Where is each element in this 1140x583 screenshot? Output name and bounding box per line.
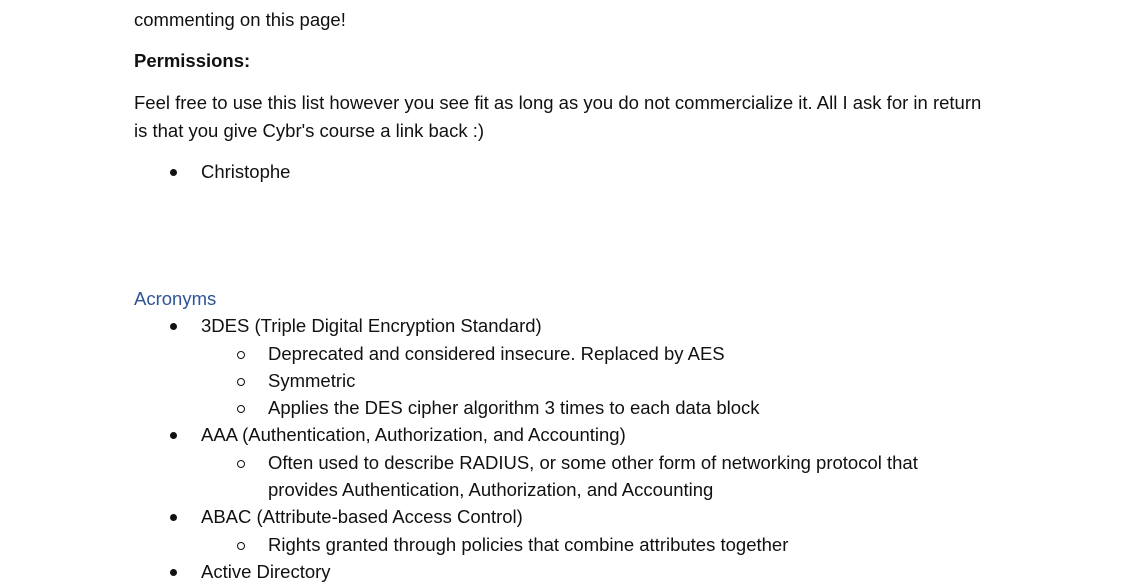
acronym-detail: Rights granted through policies that combine attributes together (268, 534, 789, 555)
acronym-term: ABAC (Attribute-based Access Control) (201, 506, 523, 527)
acronym-detail: provides Authentication, Authorization, and Accounting (268, 479, 714, 500)
permissions-heading: Permissions: (134, 50, 251, 71)
bullet-icon (170, 514, 177, 521)
sub-bullet-icon (237, 351, 245, 359)
acronym-detail: Symmetric (268, 370, 356, 391)
acronym-detail: Applies the DES cipher algorithm 3 times to each data block (268, 397, 760, 418)
intro-text: commenting on this page! (134, 9, 346, 30)
sub-bullet-icon (237, 460, 245, 468)
permissions-text: is that you give Cybr's course a link back :) (134, 120, 485, 141)
permissions-text: Feel free to use this list however you see fit as long as you do not commercialize it. All I ask for in return (134, 92, 982, 113)
sub-bullet-icon (237, 405, 245, 413)
bullet-icon (170, 323, 177, 330)
acronyms-heading: Acronyms (134, 288, 217, 309)
signature: Christophe (201, 161, 291, 182)
acronym-term: AAA (Authentication, Authorization, and Accounting) (201, 424, 626, 445)
bullet-icon (170, 569, 177, 576)
acronym-term: Active Directory (201, 561, 331, 582)
acronym-term: 3DES (Triple Digital Encryption Standard) (201, 315, 542, 336)
sub-bullet-icon (237, 542, 245, 550)
bullet-icon (170, 169, 177, 176)
sub-bullet-icon (237, 378, 245, 386)
acronym-detail: Often used to describe RADIUS, or some other form of networking protocol that (268, 452, 918, 473)
acronym-detail: Deprecated and considered insecure. Replaced by AES (268, 343, 725, 364)
bullet-icon (170, 432, 177, 439)
